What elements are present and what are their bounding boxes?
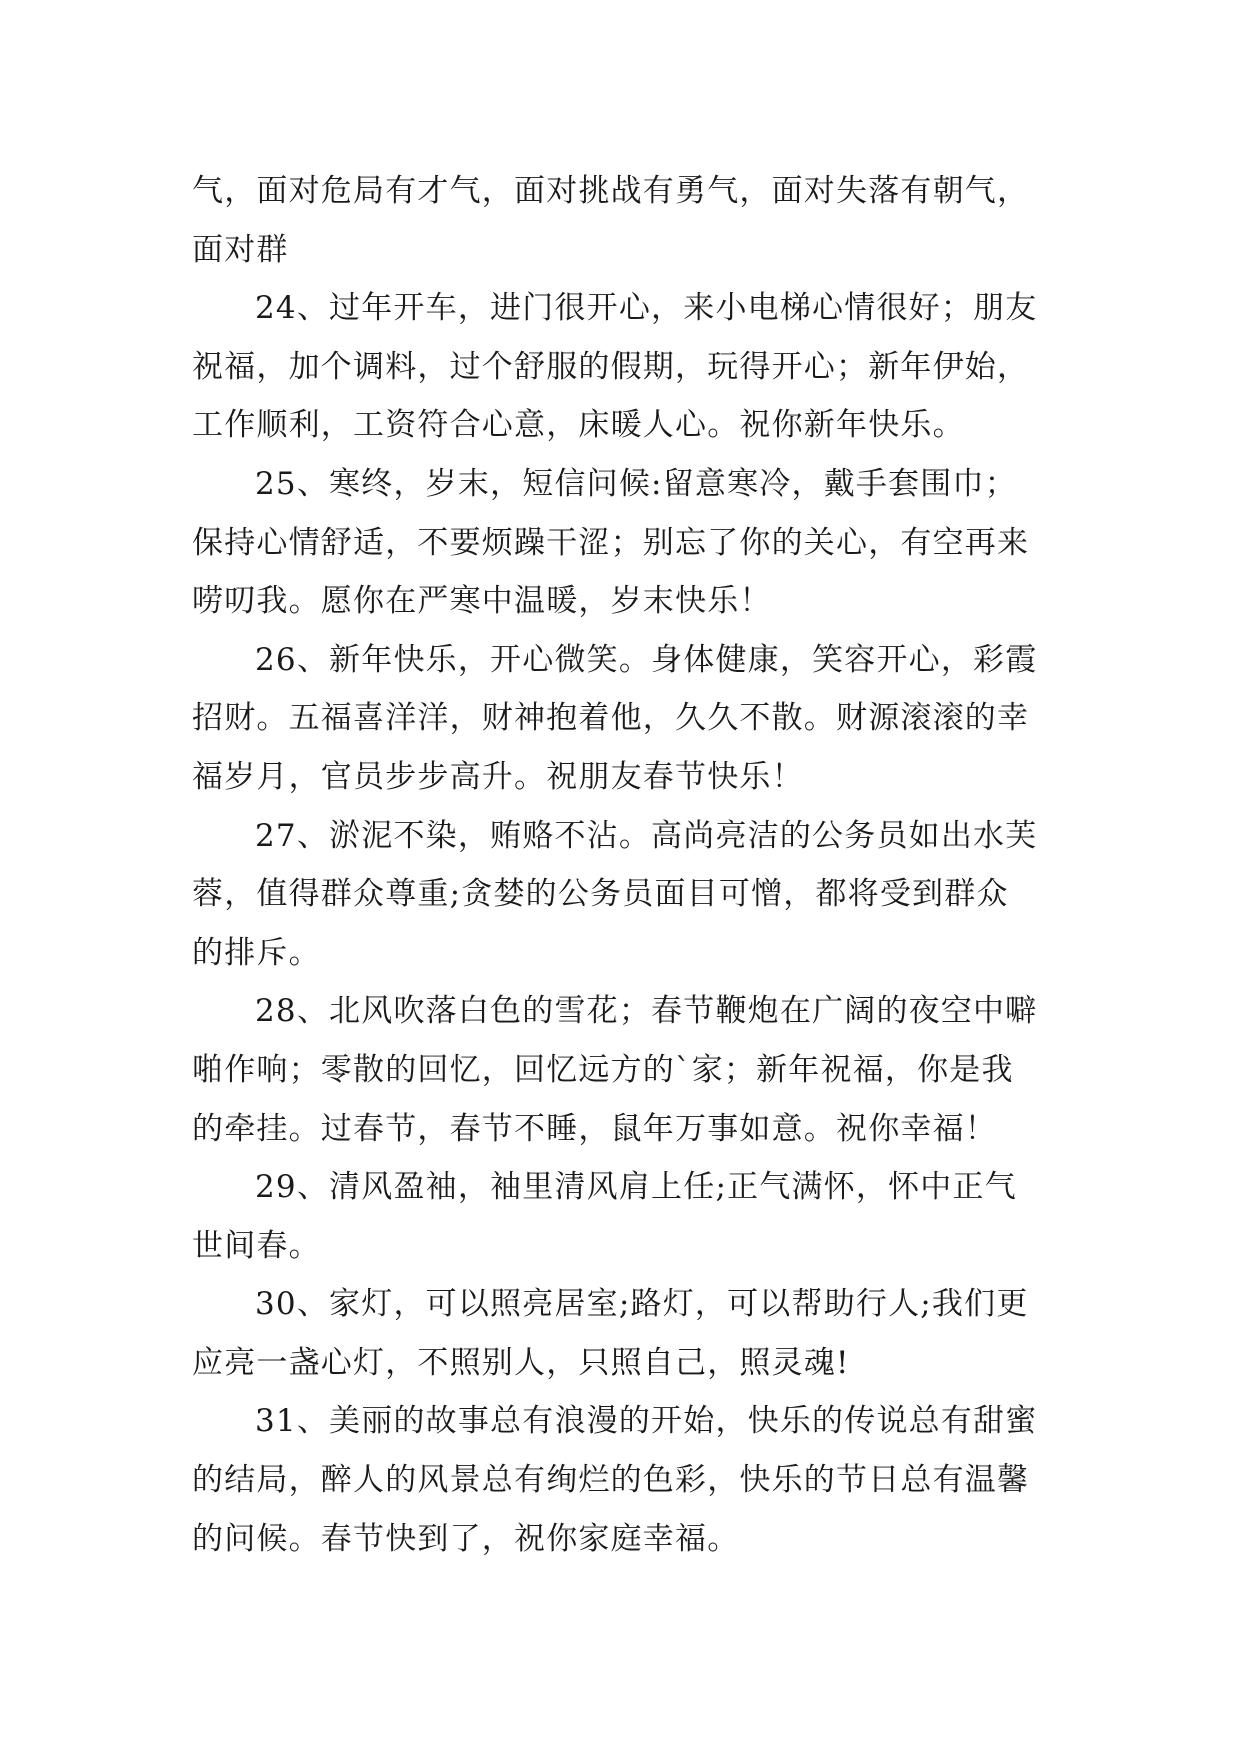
text-line	[192, 1158, 1072, 1217]
paragraph	[192, 1275, 1072, 1392]
line-text: 应亮一盏心灯，不照别人，只照自己，照灵魂!	[192, 1344, 850, 1381]
line-text: 30、家灯，可以照亮居室;路灯，可以帮助行人;我们更	[255, 1286, 1029, 1323]
paragraph	[192, 1392, 1072, 1568]
text-line	[192, 1275, 1072, 1334]
line-text: 的问候。春节快到了，祝你家庭幸福。	[192, 1520, 740, 1557]
text-line	[192, 572, 1072, 631]
paragraph	[192, 162, 1072, 279]
text-line	[192, 1041, 1072, 1100]
text-line	[192, 1510, 1072, 1569]
line-text: 唠叨我。愿你在严寒中温暖，岁末快乐！	[192, 583, 772, 620]
line-text: 26、新年快乐，开心微笑。身体健康，笑容开心，彩霞	[255, 641, 1038, 678]
text-line	[192, 1451, 1072, 1510]
text-line	[192, 338, 1072, 397]
text-line	[192, 1100, 1072, 1159]
text-line	[192, 1334, 1072, 1393]
text-line	[192, 1217, 1072, 1276]
line-text: 31、美丽的故事总有浪漫的开始，快乐的传说总有甜蜜	[255, 1403, 1038, 1440]
line-text: 福岁月，官员步步高升。祝朋友春节快乐！	[192, 758, 804, 795]
text-line	[192, 455, 1072, 514]
line-text: 28、北风吹落白色的雪花；春节鞭炮在广阔的夜空中噼	[255, 993, 1038, 1030]
document-body	[192, 162, 1072, 1568]
text-line	[192, 221, 1072, 280]
line-text: 24、过年开车，进门很开心，来小电梯心情很好；朋友	[255, 290, 1038, 327]
line-text: 的结局，醉人的风景总有绚烂的色彩，快乐的节日总有温馨	[192, 1462, 1030, 1499]
paragraph	[192, 807, 1072, 983]
line-text: 的牵挂。过春节，春节不睡，鼠年万事如意。祝你幸福！	[192, 1110, 997, 1147]
text-line	[192, 924, 1072, 983]
paragraph	[192, 982, 1072, 1158]
text-line	[192, 1392, 1072, 1451]
paragraph	[192, 631, 1072, 807]
line-text: 27、淤泥不染，贿赂不沾。高尚亮洁的公务员如出水芙	[255, 817, 1038, 854]
line-text: 气，面对危局有才气，面对挑战有勇气，面对失落有朝气，	[192, 173, 1030, 209]
line-text: 的排斥。	[192, 934, 321, 971]
paragraph	[192, 279, 1072, 455]
line-text: 啪作响；零散的回忆，回忆远方的`家；新年祝福，你是我	[192, 1051, 1014, 1088]
line-text: 保持心情舒适，不要烦躁干涩；别忘了你的关心，有空再来	[192, 524, 1030, 561]
text-line	[192, 514, 1072, 573]
line-text: 祝福，加个调料，过个舒服的假期，玩得开心；新年伊始，	[192, 348, 1030, 385]
line-text: 蓉，值得群众尊重;贪婪的公务员面目可憎，都将受到群众	[192, 876, 1009, 913]
line-text: 世间春。	[192, 1227, 321, 1264]
line-text: 25、寒终，岁末，短信问候:留意寒冷，戴手套围巾；	[255, 465, 1017, 502]
line-text: 面对群	[192, 231, 289, 268]
text-line	[192, 982, 1072, 1041]
text-line	[192, 689, 1072, 748]
paragraph	[192, 455, 1072, 631]
text-line	[192, 279, 1072, 338]
paragraph	[192, 1158, 1072, 1275]
line-text: 29、清风盈袖，袖里清风肩上任;正气满怀，怀中正气	[255, 1169, 1017, 1206]
line-text: 招财。五福喜洋洋，财神抱着他，久久不散。财源滚滚的幸	[192, 700, 1030, 737]
text-line	[192, 631, 1072, 690]
line-text: 工作顺利，工资符合心意，床暖人心。祝你新年快乐。	[192, 407, 965, 444]
text-line	[192, 748, 1072, 807]
text-line	[192, 865, 1072, 924]
text-line	[192, 807, 1072, 866]
text-line	[192, 396, 1072, 455]
text-line	[192, 162, 1072, 221]
